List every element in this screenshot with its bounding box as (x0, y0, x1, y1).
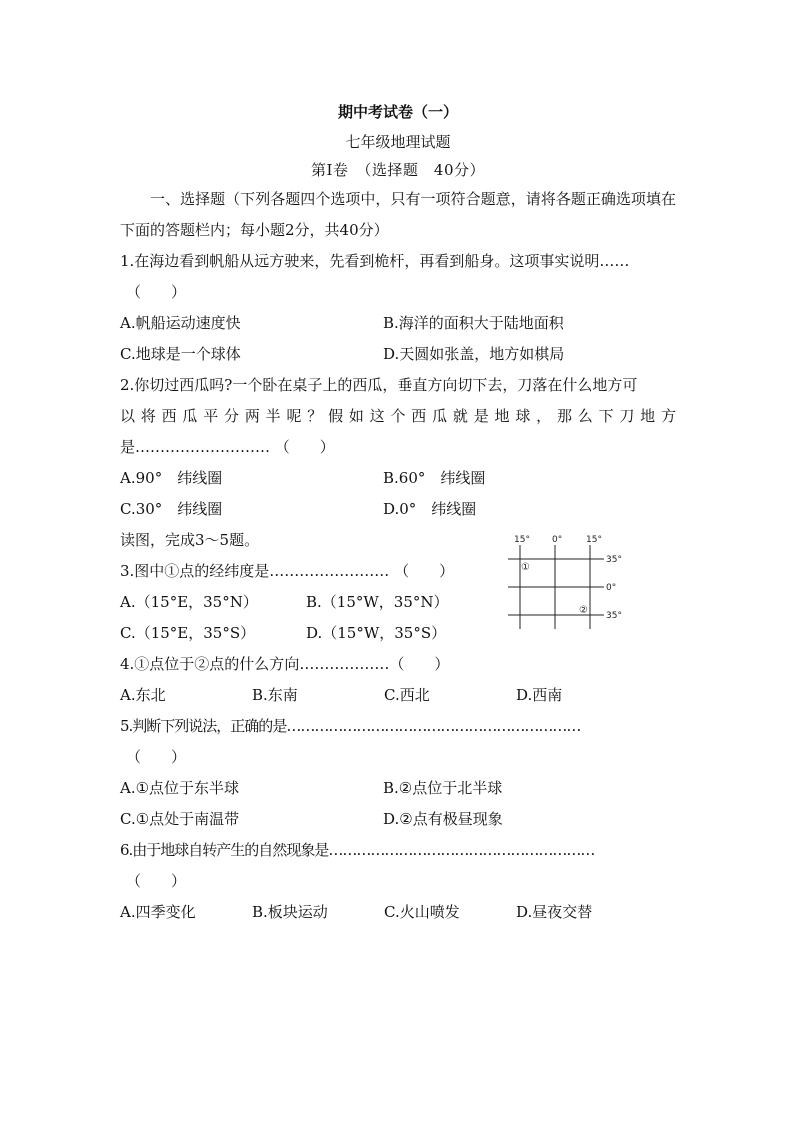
right-label: 35° (606, 611, 622, 621)
question-6-stem: 6.由于地球自转产生的自然现象是………………………………………………… (120, 841, 595, 859)
option-d: D.昼夜交替 (516, 903, 593, 921)
question-2-stem: 是……………………… （ ） (120, 438, 335, 456)
top-label: 15° (586, 535, 602, 545)
section-heading: 第Ⅰ卷 （选择题 40分） (310, 161, 485, 179)
option-d: D.天圆如张盖，地方如棋局 (383, 345, 565, 363)
question-2-options (120, 494, 676, 525)
right-label: 0° (606, 583, 617, 593)
option-b: B.东南 (252, 686, 298, 704)
question-1-options (120, 339, 676, 370)
top-label: 15° (514, 535, 530, 545)
question-5-stem: 5.判断下列说法，正确的是……………………………………………………… (120, 717, 581, 735)
option-a: A.东北 (120, 686, 166, 704)
option-a: A.①点位于东半球 (120, 779, 240, 797)
question-5-options (120, 773, 676, 804)
question-3-stem: 3.图中①点的经纬度是…………………… （ ） (120, 562, 455, 580)
option-b: B.海洋的面积大于陆地面积 (383, 314, 564, 332)
read-map-instruction: 读图，完成3～5题。 (120, 531, 260, 549)
option-b: B.（15°W，35°N） (306, 593, 449, 611)
option-b: B.60° 纬线圈 (383, 469, 486, 487)
option-b: B.板块运动 (252, 903, 328, 921)
exam-title: 期中考试卷（一） (337, 103, 458, 121)
right-label: 35° (606, 555, 622, 565)
lat-long-grid-figure (500, 533, 630, 633)
question-4-options (120, 680, 676, 711)
instructions: 一、选择题（下列各题四个选项中，只有一项符合题意，请将各题正确选项填在下面的答题栏内；每小题2分，共40分） (120, 190, 676, 239)
question-6-options (120, 897, 676, 928)
question-5-options (120, 804, 676, 835)
exam-subtitle: 七年级地理试题 (345, 133, 451, 151)
option-c: C.①点处于南温带 (120, 810, 240, 828)
option-c: C.地球是一个球体 (120, 345, 241, 363)
option-d: D.西南 (516, 686, 563, 704)
question-1-paren: （ ） (126, 283, 187, 301)
question-2-options (120, 463, 676, 494)
option-d: D.0° 纬线圈 (383, 500, 477, 518)
question-1-options (120, 308, 676, 339)
option-c: C.火山喷发 (384, 903, 460, 921)
option-a: A.四季变化 (120, 903, 196, 921)
question-2-stem: 2.你切过西瓜吗?一个卧在桌子上的西瓜，垂直方向切下去，刀落在什么地方可 (120, 376, 638, 394)
question-2-stem: 以将西瓜平分两半呢？假如这个西瓜就是地球，那么下刀地方 (120, 407, 676, 425)
exam-page (120, 96, 676, 928)
option-a: A.帆船运动速度快 (120, 314, 241, 332)
question-6-paren: （ ） (126, 872, 187, 890)
option-d: D.②点有极昼现象 (383, 810, 503, 828)
question-4-stem: 4.①点位于②点的什么方向………………（ ） (120, 655, 450, 673)
top-label: 0° (552, 535, 563, 545)
point-2-marker: ② (579, 605, 588, 616)
option-c: C.（15°E，35°S） (120, 624, 256, 642)
option-c: C.30° 纬线圈 (120, 500, 223, 518)
option-a: A.90° 纬线圈 (120, 469, 223, 487)
option-d: D.（15°W，35°S） (306, 624, 447, 642)
question-5-paren: （ ） (126, 748, 187, 766)
option-b: B.②点位于北半球 (383, 779, 503, 797)
option-a: A.（15°E，35°N） (120, 593, 258, 611)
point-1-marker: ① (521, 562, 530, 573)
question-1-stem: 1.在海边看到帆船从远方驶来，先看到桅杆，再看到船身。这项事实说明…… (120, 252, 630, 270)
option-c: C.西北 (384, 686, 430, 704)
